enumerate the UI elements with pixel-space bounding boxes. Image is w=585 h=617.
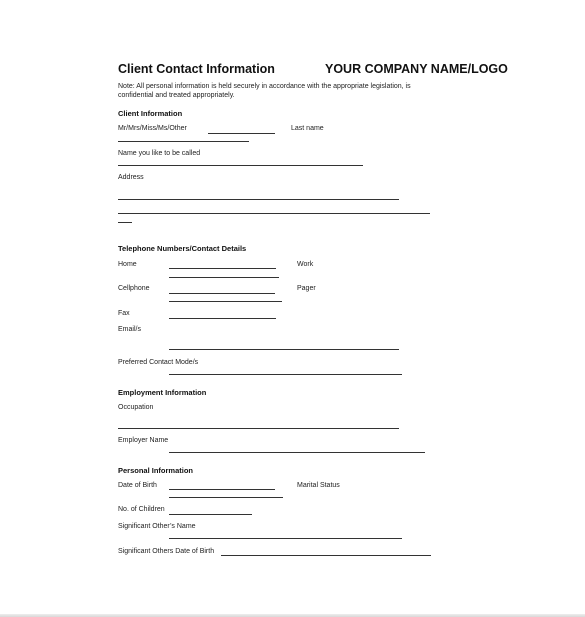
privacy-note: Note: All personal information is held securely in accordance with the appropriate legislation, is confidential and treated appropriately. — [118, 83, 411, 99]
work-phone-label: Work — [297, 261, 314, 268]
pager-field-line[interactable] — [169, 301, 282, 302]
home-phone-field-line[interactable] — [169, 268, 276, 269]
significant-other-dob-label: Significant Others Date of Birth — [118, 548, 215, 555]
section-heading-client: Client Information — [118, 109, 183, 118]
email-label: Email/s — [118, 326, 141, 333]
address-line-1[interactable] — [118, 199, 399, 200]
employer-label: Employer Name — [118, 437, 169, 444]
form-title: Client Contact Information — [118, 62, 275, 76]
children-label: No. of Children — [118, 506, 165, 513]
pager-label: Pager — [297, 285, 316, 292]
fax-field-line[interactable] — [169, 318, 276, 319]
section-heading-personal: Personal Information — [118, 466, 194, 475]
address-line-2[interactable] — [118, 213, 430, 214]
dob-label: Date of Birth — [118, 482, 157, 489]
employer-field-line[interactable] — [169, 452, 425, 453]
preferred-contact-label: Preferred Contact Mode/s — [118, 359, 199, 366]
title-field-line[interactable] — [208, 133, 275, 134]
occupation-field-line[interactable] — [118, 428, 399, 429]
significant-other-dob-field-line[interactable] — [221, 555, 431, 556]
title-label: Mr/Mrs/Miss/Ms/Other — [118, 125, 187, 132]
email-field-line[interactable] — [169, 349, 399, 350]
company-logo-placeholder: YOUR COMPANY NAME/LOGO — [325, 62, 508, 76]
occupation-label: Occupation — [118, 404, 154, 411]
marital-status-field-line[interactable] — [169, 497, 283, 498]
name-called-label: Name you like to be called — [118, 150, 201, 157]
cellphone-field-line[interactable] — [169, 293, 275, 294]
name-called-field-line[interactable] — [118, 165, 363, 166]
significant-other-name-field-line[interactable] — [169, 538, 402, 539]
dob-field-line[interactable] — [169, 489, 275, 490]
marital-status-label: Marital Status — [297, 482, 340, 489]
fax-label: Fax — [118, 310, 130, 317]
cellphone-label: Cellphone — [118, 285, 150, 292]
address-label: Address — [118, 174, 144, 181]
home-phone-label: Home — [118, 261, 137, 268]
section-heading-employment: Employment Information — [118, 388, 207, 397]
preferred-contact-field-line[interactable] — [169, 374, 402, 375]
work-phone-field-line[interactable] — [169, 277, 279, 278]
section-heading-telephone: Telephone Numbers/Contact Details — [118, 244, 247, 253]
address-line-3[interactable] — [118, 222, 132, 223]
firstname-field-line[interactable] — [118, 141, 249, 142]
significant-other-name-label: Significant Other’s Name — [118, 523, 196, 530]
children-field-line[interactable] — [169, 514, 252, 515]
lastname-label: Last name — [291, 125, 324, 132]
